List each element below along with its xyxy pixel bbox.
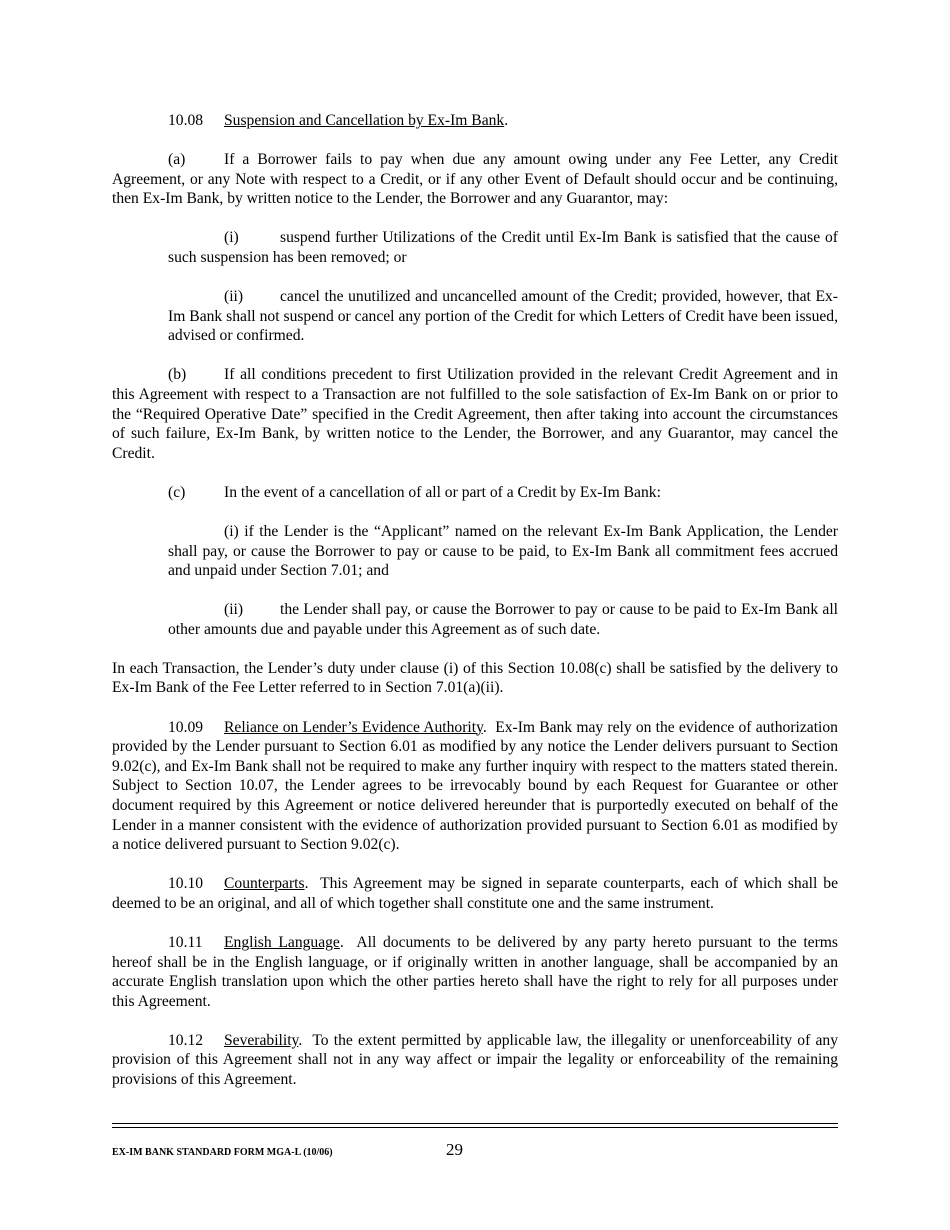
section-heading: Severability [224,1031,299,1049]
clause-text: If all conditions precedent to first Utilization provided in the relevant Credit Agreement and in this Agreement with respect to a Transaction are not fulfilled to the sole satisfaction of Ex-Im Bank on or prior to the “Required Operative Date” specified in the Credit Agreement, then after taking into account the circumstances of such failure, Ex-Im Bank, by written notice to the Lender, the Borrower, and any Guarantor, may cancel the Credit. [112,366,838,462]
section-text: Ex-Im Bank may rely on the evidence of authorization provided by the Lender pursuant to Section 6.01 as modified by any notice the Lender delivers pursuant to Section 9.02(c), and Ex-Im Bank shall not be required to make any further inquiry with respect to the matters stated therein. Subject to Section 10.07, the Lender agrees to be irrevocably bound by each Request for Guarantee or other document required by this Agreement or notice delivered hereunder that is purportedly executed on behalf of the Lender in a manner consistent with the evidence of authorization provided pursuant to Section 6.01 as modified by a notice delivered pursuant to Section 9.02(c). [112,718,838,854]
section-text: To the extent permitted by applicable law, the illegality or unenforceability of any provision of this Agreement shall not in any way affect or impair the legality or enforceability of the remaining provisions of this Agreement. [112,1031,838,1088]
clause-text: cancel the unutilized and uncancelled amount of the Credit; provided, however, that Ex-Im Bank shall not suspend or cancel any portion of the Credit for which Letters of Credit have been issued, advised or confirmed. [168,288,838,345]
section-10-08-closing: In each Transaction, the Lender’s duty under clause (i) of this Section 10.08(c) shall be satisfied by the delivery to Ex-Im Bank of the Fee Letter referred to in Section 7.01(a)(ii). [112,659,838,697]
section-number: 10.10 [168,875,204,893]
section-text: All documents to be delivered by any party hereto pursuant to the terms hereof shall be in the English language, or if originally written in another language, shall be accompanied by an accurate English translation upon which the other parties hereto shall have the right to rely for all purposes under this Agreement. [112,933,838,1010]
section-heading: Suspension and Cancellation by Ex-Im Bank [224,112,505,129]
section-10-08-heading: 10.08 Suspension and Cancellation by Ex-Im Bank. [168,112,509,129]
clause-b [112,365,838,463]
clause-text: suspend further Utilizations of the Credit until Ex-Im Bank is satisfied that the cause of such suspension has been removed; or [168,229,838,266]
footer-rule-bottom [112,1127,838,1128]
clause-label: (ii) [224,288,244,306]
clause-label: (a) [168,151,186,169]
section-heading: English Language [224,933,340,951]
clause-text: the Lender shall pay, or cause the Borrower to pay or cause to be paid to Ex-Im Bank all other amounts due and payable under this Agreement as of such date. [168,601,838,638]
clause-a [112,150,838,209]
section-number: 10.08 [168,112,204,129]
clause-text: (i) if the Lender is the “Applicant” named on the relevant Ex-Im Bank Application, the Lender shall pay, or cause the Borrower to pay or cause to be paid, to Ex-Im Bank all commitment fees accrued and unpaid under Section 7.01; and [168,522,838,580]
clause-label: (c) [168,483,186,501]
page-number: 29 [446,1140,463,1159]
section-number: 10.09 [168,718,204,736]
clause-a-ii [168,287,838,346]
section-10-12: 10.12 Severability. To the extent permitted by applicable law, the illegality or unenforceability of any provision of this Agreement shall not in any way affect or impair the legality or enforceability of the remaining provisions of this Agreement. [112,1031,838,1088]
section-10-09: 10.09 Reliance on Lender’s Evidence Authority. Ex-Im Bank may rely on the evidence of authorization provided by the Lender pursuant to Section 6.01 as modified by any notice the Lender delivers pursuant to Section 9.02(c), and Ex-Im Bank shall not be required to make any further inquiry with respect to the matters stated therein. Subject to Section 10.07, the Lender agrees to be irrevocably bound by each Request for Guarantee or other document required by this Agreement or notice delivered hereunder that is purportedly executed on behalf of the Lender in a manner consistent with the evidence of authorization provided pursuant to Section 6.01 as modified by a notice delivered pursuant to Section 9.02(c). [112,718,838,854]
document-body [112,111,838,1109]
clause-label: (i) [224,229,239,247]
clause-text: In the event of a cancellation of all or part of a Credit by Ex-Im Bank: [224,483,661,501]
section-number: 10.11 [168,933,203,951]
clause-c-i [168,522,838,581]
section-heading: Counterparts [224,875,305,893]
clause-c-ii [168,600,838,639]
clause-c [112,483,838,503]
clause-label: (ii) [224,601,244,619]
section-10-11: 10.11 English Language. All documents to be delivered by any party hereto pursuant to the terms hereof shall be in the English language, or if originally written in another language, shall be accompanied by an accurate English translation upon which the other parties hereto shall have the right to rely for all purposes under this Agreement. [112,933,838,1010]
footer-rule-top [112,1123,838,1124]
clause-a-i [168,228,838,267]
section-10-10: 10.10 Counterparts. This Agreement may be signed in separate counterparts, each of which shall be deemed to be an original, and all of which together shall constitute one and the same instrument. [112,875,838,912]
section-number: 10.12 [168,1031,204,1049]
section-heading: Reliance on Lender’s Evidence Authority [224,718,483,736]
clause-text: If a Borrower fails to pay when due any amount owing under any Fee Letter, any Credit Agreement, or any Note with respect to a Credit, or if any other Event of Default should occur and be continuing, then Ex-Im Bank, by written notice to the Lender, the Borrower and any Guarantor, may: [112,151,838,208]
clause-label: (b) [168,366,187,384]
footer-form-id: EX-IM BANK STANDARD FORM MGA-L (10/06) [112,1147,333,1158]
section-text: This Agreement may be signed in separate counterparts, each of which shall be deemed to be an original, and all of which together shall constitute one and the same instrument. [112,875,838,912]
